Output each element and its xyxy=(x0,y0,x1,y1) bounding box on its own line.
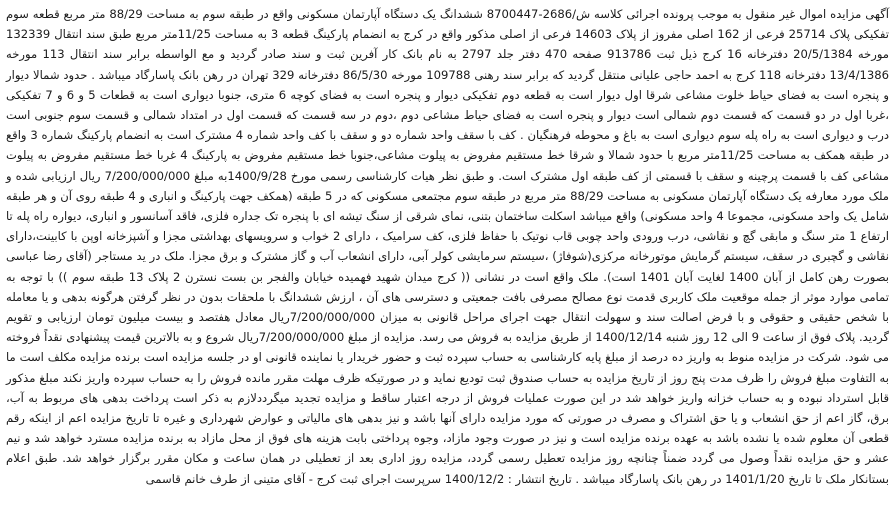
auction-notice-text: آگهی مزایده اموال غیر منقول به موجب پرونده اجرائی کلاسه ش/2686-8700447 ششدانگ یک دستگاه آپارتمان مسکونی واقع در طبقه سوم به مساحت 88/29 متر مربع قطعه سوم تفکیکی پلاک 25714 فرعی از 162 اصلی مفروز از پلاک 14603 فرعی از اصلی مذکور واقع در کرج به انضمام پارکینگ قطعه 3 به مساحت 11/25متر مربع طبق سند انتقال 132339 مورخه 20/5/1384 دفترخانه 16 کرج ذیل ثبت 913786 صفحه 470 دفتر جلد 2797 به نام بانک کار آفرین ثبت و سند صادر گردید و مع الواسطه برابر سند انتقال 113 مورخه 13/4/1386 دفترخانه 118 کرج به احمد حاجی علیانی منتقل گردید که برابر سند رهنی 109788 مورخه 86/5/30 دفترخانه 329 تهران در رهن بانک پاسارگاد میباشد . حدود شمالا دیوار و پنجره است به فضای حیاط خلوت مشاعی شرقا اول دیوار است به قطعه دوم تفکیکی دیوار و پنجره است به فضای کوچه 6 متری، جنوبا دیواری است به قطعات 5 و 6 و 7 تفکیکی ،غربا اول در دو قسمت که قسمت دوم شمالی است دیوار و پنجره است به فضای حیاط مشاعی دوم ،دوم در سه قسمت که قسمت اول در امتداد شمالی و قسمت سوم جنوبی است درب و دیواری است به راه پله سوم دیواری است به باغ و محوطه فرهنگیان . کف با سقف واحد شماره دو و سقف با کف واحد شماره 4 مشترک است به انضمام پارکینگ شماره 3 واقع در طبقه همکف به مساحت 11/25متر مربع با حدود شمالا و شرقا خط مستقیم مفروض به پیلوت مشاعی،جنوبا خط مستقیم مفروض به پارکینگ 4 غربا خط مستقیم مفروض به پیلوت مشاعی کف با قسمت پرچینه و سقف با قسمتی از کف طبقه اول مشترک است. و طبق نظر هیات کارشناسی رسمی مورخ 1400/9/28به مبلغ 7/200/000/000 ریال ارزیابی شده و ملک مورد معارفه یک دستگاه آپارتمان مسکونی به مساحت 88/29 متر مربع در طبقه سوم مجتمعی مسکونی که در 5 طبقه (همکف جهت پارکینگ و انباری و 4 طبقه روی آن و هر طبقه شامل یک واحد مسکونی، مجموعا 4 واحد مسکونی) واقع میباشد اسکلت ساختمان بتنی، نمای شرقی از سنگ تیشه ای با پنجره تک جداره فلزی، فاقد آسانسور و انباری، دیواره راه پله تا ارتفاع 1 متر سنگ و مابقی گچ و نقاشی، درب ورودی واحد چوبی قاب نوتیک با حفاظ فلزی، کف سرامیک ، دارای 2 خواب و سرویسهای بهداشتی مجزا و آشپزخانه اوپن با کابینت،دارای نقاشی و گچبری در سقف، سیستم گرمایش موتورخانه مرکزی(شوفاژ) ،سیستم سرمایشی کولر آبی، دارای انشعاب آب و گاز مشترک و برق مجزا. ملک در ید مستاجر (آقای رضا عباسی بصورت رهن کامل از آبان 1400 لغایت آبان 1401 است). ملک واقع است در نشانی (( کرج میدان شهید فهمیده خیابان والفجر بن بست نسترن 2 پلاک 13 طبقه سوم )) با توجه به تمامی موارد موثر از جمله موقعیت ملک کاربری قدمت نوع مصالح مصرفی بافت جمعیتی و دسترسی های آن ، ارزش ششدانگ با ملحقات بدون در نظر گرفتن هرگونه بدهی و یا معامله با شخص حقیقی و حقوقی و با فرض اصالت سند و سهولت انتقال جهت اجرای مراحل قانونی به میزان 7/200/000/000ریال معادل هفتصد و بیست میلیون تومان ارزیابی و تقویم گردید. پلاک فوق از ساعت 9 الی 12 روز شنبه 1400/12/14 از طریق مزایده به فروش می رسد. مزایده از مبلغ 7/200/000/000ریال شروع و به بالاترین قیمت پیشنهادی نقداً فروخته می شود. شرکت در مزایده منوط به واریز ده درصد از مبلغ پایه کارشناسی به حساب سپرده ثبت و حضور خریدار یا نماینده قانونی او در جلسه مزایده است برنده مزایده مکلف است ما به التفاوت مبلغ فروش را ظرف مدت پنج روز از تاریخ مزایده به حساب صندوق ثبت تودیع نماید و در صورتیکه ظرف مهلت مقرر مانده فروش را به حساب سپرده واریز نکند مبلغ مذکور قابل استرداد نبوده و به حساب خزانه واریز خواهد شد در این صورت عملیات فروش از درجه اعتبار ساقط و مزایده تجدید میگرددلازم به ذکر است پرداخت بدهی های مربوط به آب، برق، گاز اعم از حق انشعاب و یا حق اشتراک و مصرف در صورتی که مورد مزایده دارای آنها باشد و نیز بدهی های مالیاتی و عوارض شهرداری و غیره تا تاریخ مزایده اعم از اینکه رقم قطعی آن معلوم شده یا نشده باشد به عهده برنده مزایده است و نیز در صورت وجود مازاد، وجوه پرداختی بابت هزینه های فوق از محل مازاد به برنده مزایده مسترد خواهد شد و نیم عشر و حق مزایده نقداً وصول می گردد ضمناً چنانچه روز مزایده تعطیل رسمی گردد، مزایده روز اداری بعد از تعطیلی در همان ساعت و مکان مقرر برگزار خواهد شد. طبق اعلام بستانکار ملک تا تاریخ 1401/1/20 در رهن بانک پاسارگاد میباشد . تاریخ انتشار : 1400/12/2 سرپرست اجرای ثبت کرج - آقای متینی از طرف خانم قاسمی xyxy=(6,7,890,486)
